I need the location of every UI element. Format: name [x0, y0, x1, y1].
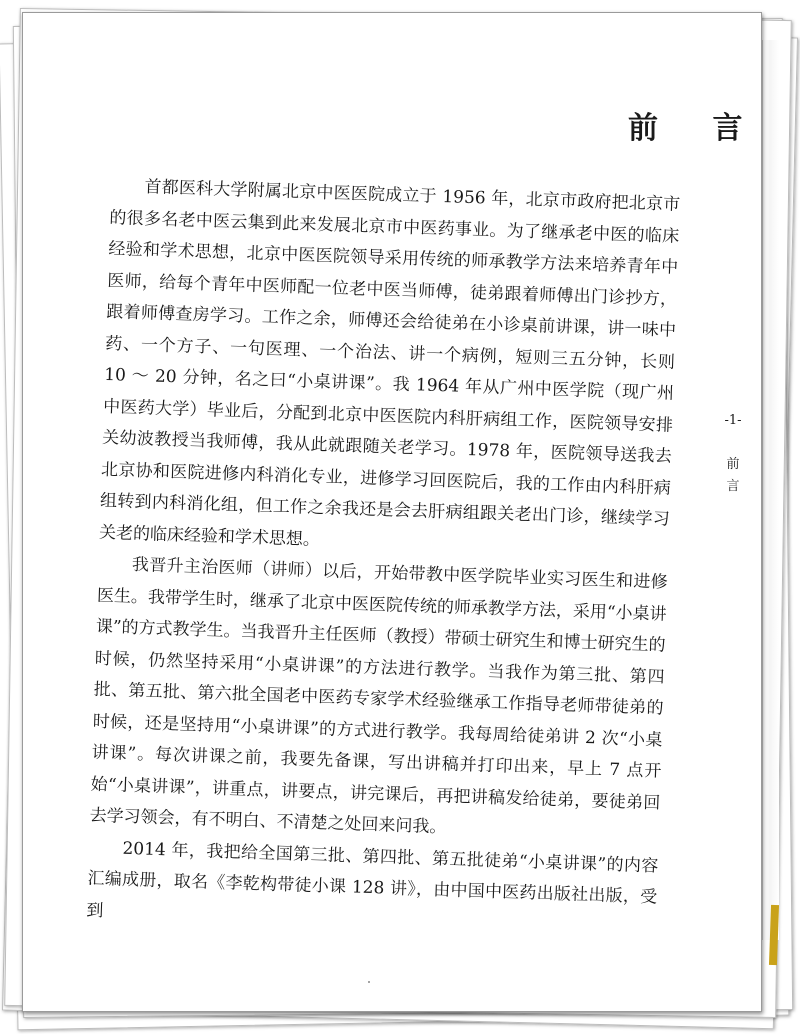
book-page [22, 12, 765, 1012]
page-edge-strip [762, 40, 779, 940]
running-head-char: 言 [726, 479, 740, 494]
page-title: 前 言 [628, 111, 765, 146]
page-number: -1- [724, 413, 742, 428]
preface-body [86, 171, 681, 945]
paragraph: 我晋升主治医师（讲师）以后，开始带教中医学院毕业实习医生和进修医生。我带学生时，继承了北京中医医院传统的师承教学方法，采用“小桌讲课”的方式教学生。当我晋升主任医师（教授）带硕士研究生和博士研究生的时候，仍然坚持采用“小桌讲课”的方法进行教学。当我作为第三批、第四批、第五批、第六批全国老中医药专家学术经验继承工作指导老师带徒弟的时候，还是坚持用“小桌讲课”的方式进行教学。我每周给徒弟讲 2 次“小桌讲课”。每次讲课之前，我要先备课，写出讲稿并打印出来，早上 7 点开始“小桌讲课”，讲重点，讲要点，讲完课后，再把讲稿发给徒弟，要徒弟回去学习领会，有不明白、不清楚之处回来问我。 [89, 554, 668, 838]
page-folio [713, 413, 753, 498]
running-head-char: 前 [726, 457, 740, 472]
paragraph: 首都医科大学附属北京中医医院成立于 1956 年，北京市政府把北京市的很多名老中医云集到此来发展北京市中医药事业。为了继承老中医的临床经验和学术思想，北京中医医院领导采用传统的师承教学方法来培养青年中医师，给每个青年中医师配一位老中医当师傅，徒弟跟着师傅出门诊抄方，跟着师傅查房学习。工作之余，师傅还会给徒弟在小诊桌前讲课，讲一味中药、一个方子、一句医理、一个治法、讲一个病例，短则三五分钟，长则 10 ～ 20 分钟，名之曰“小桌讲课”。我 1964 年从广州中医学院（现广州中医药大学）毕业后，分配到北京中医医院内科肝病组工作，医院领导安排关幼波教授当我师傅，我从此就跟随关老学习。1978 年，医院领导送我去北京协和医院进修内科消化专业，进修学习回医院后，我的工作由内科肝病组转到内科消化组，但工作之余我还是会去肝病组跟关老出门诊，继续学习关老的临床经验和学术思想。 [98, 177, 681, 550]
scan-speck [368, 981, 370, 983]
paragraph: 2014 年，我把给全国第三批、第四批、第五批徒弟“小桌讲课”的内容汇编成册，取名《李乾构带徒小课 128 讲》，由中国中医药出版社出版，受到 [86, 838, 659, 921]
